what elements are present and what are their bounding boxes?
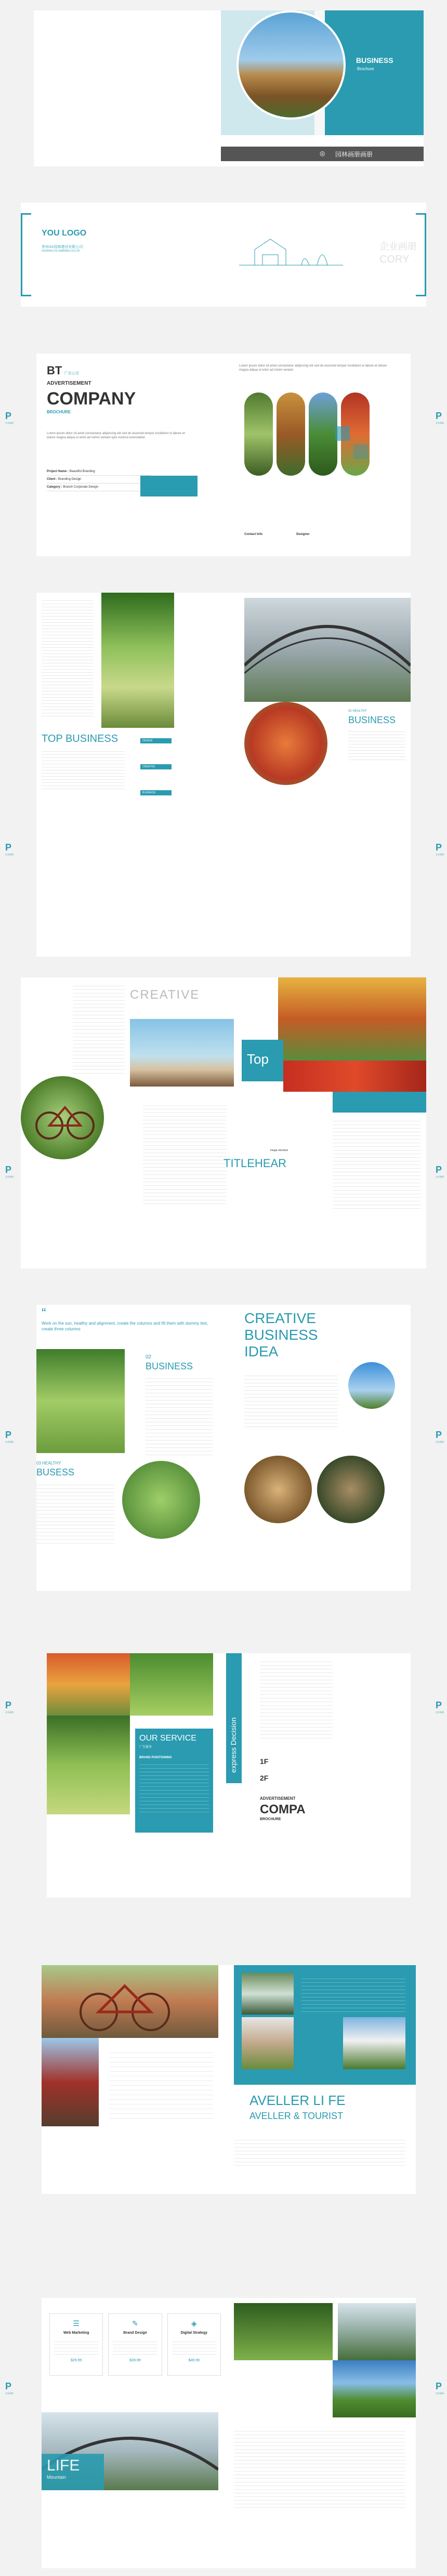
service-body bbox=[139, 1761, 209, 1813]
side-tab-left bbox=[5, 842, 19, 856]
side-tab-p: P bbox=[5, 1165, 12, 1175]
side-tab-p: P bbox=[436, 1165, 442, 1175]
service-teal-box bbox=[135, 1729, 213, 1833]
healthy-text bbox=[348, 729, 405, 760]
intro-right-text: Lorem ipsum dolor sit amet consectetur adipiscing elit sed do eiusmod tempor incididunt ut labore et dolore magna aliqua ut enim ad minim veniam bbox=[239, 364, 387, 372]
aveller-title-2: AVELLER & TOURIST bbox=[249, 2111, 344, 2121]
spread-aveller bbox=[0, 1965, 447, 2194]
card-title: Brand Design bbox=[123, 2331, 147, 2335]
top-business-page bbox=[36, 593, 411, 957]
castle-circle-photo-1 bbox=[244, 1456, 312, 1523]
intro-bt-cn: 广告公司 bbox=[64, 372, 79, 375]
side-tab-text: 企业画册 bbox=[436, 2392, 444, 2395]
bridge-arch bbox=[244, 598, 411, 702]
house-photo bbox=[343, 2017, 405, 2069]
aveller-title-1: AVELLER LI FE bbox=[249, 2093, 346, 2108]
quote-text: Work on the sun, healthy and alignment, create the columns and fill them with dummy text, create three columns bbox=[42, 1321, 208, 1332]
side-tab-left bbox=[5, 1700, 19, 1714]
side-tab-p: P bbox=[5, 1430, 12, 1440]
pagoda-photo bbox=[42, 2038, 99, 2126]
top-business-text bbox=[42, 598, 94, 717]
intro-row-value: Beautiful Branding bbox=[69, 470, 95, 473]
titlehear-title: TITLEHEAR bbox=[224, 1157, 287, 1170]
side-tab-right bbox=[436, 411, 447, 425]
service-brochure: BROCHURE bbox=[260, 1817, 281, 1821]
healthy-label: 02 HEALTHY bbox=[348, 710, 367, 713]
creative-title: CREATIVE bbox=[130, 988, 200, 1002]
waterfall-photo bbox=[242, 1973, 294, 2015]
express-bar bbox=[226, 1653, 242, 1783]
side-tab-left bbox=[5, 411, 19, 425]
side-tab-text: 企业画册 bbox=[436, 1711, 444, 1714]
castle-circle-photo-2 bbox=[317, 1456, 385, 1523]
side-tab-left bbox=[5, 2381, 19, 2395]
intro-row bbox=[47, 476, 151, 483]
intro-pill-2 bbox=[277, 393, 305, 476]
intro-row bbox=[47, 468, 151, 476]
intro-body: Lorem ipsum dolor sit amet consectetur adipiscing elit sed do eiusmod tempor incididunt ut labore et dolore magna aliqua ut enim ad minim veniam quis nostrud exercitation bbox=[47, 432, 185, 440]
avenue-photo-left bbox=[36, 1349, 125, 1453]
healthy-business-title: BUSINESS bbox=[348, 715, 396, 725]
two-f: 2F bbox=[260, 1774, 269, 1782]
spread-top-business bbox=[0, 593, 447, 957]
busess-text bbox=[36, 1482, 114, 1544]
intro-square-1 bbox=[335, 426, 350, 441]
card-lines bbox=[54, 2339, 98, 2355]
logo-bracket bbox=[21, 213, 31, 296]
spread-service bbox=[0, 1653, 447, 1898]
cover-brochure-label: Brochure bbox=[357, 67, 374, 71]
side-tab-p: P bbox=[5, 1700, 12, 1710]
side-tab-p: P bbox=[5, 411, 12, 421]
side-tab-p: P bbox=[5, 2381, 12, 2391]
forest-path-photo bbox=[101, 593, 174, 728]
intro-rows bbox=[47, 468, 151, 491]
card-icon: ◈ bbox=[191, 2319, 197, 2327]
pricing-card bbox=[108, 2313, 162, 2376]
autumn-park-photo bbox=[47, 1653, 130, 1716]
bicycle-shape bbox=[21, 1076, 104, 1159]
service-advertisement: ADVERTISEMENT bbox=[260, 1796, 296, 1801]
side-tab-right bbox=[436, 2381, 447, 2395]
biz2-text bbox=[146, 1375, 213, 1458]
intro-brochure: BROCHURE bbox=[47, 410, 71, 414]
spread-intro bbox=[0, 354, 447, 556]
spread-business-idea bbox=[0, 1305, 447, 1591]
intro-row-value: Branch Corporate Design bbox=[63, 486, 99, 489]
cover-temple-photo bbox=[236, 10, 346, 120]
side-tab-left bbox=[5, 1165, 19, 1179]
bicycle-shape-2 bbox=[42, 1965, 218, 2038]
side-tab-right bbox=[436, 1430, 447, 1444]
intro-pill-3 bbox=[309, 393, 337, 476]
quote-icon: “ bbox=[42, 1305, 46, 1320]
creative-page bbox=[21, 977, 426, 1269]
aveller-bottom-text bbox=[234, 2137, 405, 2168]
side-tab-right bbox=[436, 1165, 447, 1179]
cover-cn-bar bbox=[221, 147, 424, 161]
intro-square-2 bbox=[353, 444, 368, 459]
card-lines bbox=[113, 2339, 157, 2355]
aveller-page bbox=[42, 1965, 416, 2194]
business-idea-page bbox=[36, 1305, 411, 1591]
aveller-icons bbox=[109, 2048, 213, 2121]
side-tab-text: 企业画册 bbox=[5, 2392, 14, 2395]
top-business-title: TOP BUSINESS bbox=[42, 733, 119, 744]
busess-title: BUSESS bbox=[36, 1467, 75, 1477]
tag-business: BUSINESS bbox=[140, 790, 172, 795]
card-lines bbox=[172, 2339, 216, 2355]
forest-right-photo-2 bbox=[338, 2303, 416, 2360]
intro-bt bbox=[47, 364, 79, 377]
life-teal-box bbox=[42, 2454, 104, 2490]
top-label: Top bbox=[247, 1051, 269, 1067]
mountain-label: Mountain bbox=[47, 2475, 67, 2480]
cover-business-label: BUSINESS bbox=[356, 56, 393, 64]
biz2-num: 02 bbox=[146, 1354, 152, 1360]
spread-life bbox=[0, 2298, 447, 2568]
bicycle-photo bbox=[42, 1965, 218, 2038]
logo-line-illustration bbox=[239, 234, 343, 270]
side-tab-p: P bbox=[436, 2381, 442, 2391]
spread-creative bbox=[0, 977, 447, 1269]
card-price: $39.99 bbox=[129, 2359, 141, 2362]
intro-row bbox=[47, 483, 151, 491]
red-leaves-photo bbox=[283, 1061, 426, 1092]
top-business-tags bbox=[140, 738, 198, 795]
avenue-photo bbox=[47, 1716, 130, 1814]
logo-back-en: CORY bbox=[379, 254, 410, 265]
aveller-teal-panel bbox=[234, 1965, 416, 2085]
service-compa: COMPA bbox=[260, 1802, 306, 1816]
cover-cn-title: 园林画册画册 bbox=[335, 151, 373, 158]
card-title: Web Marketing bbox=[63, 2331, 89, 2335]
intro-row-value: Branding Design bbox=[58, 478, 82, 481]
top-right-teal-bar bbox=[333, 1092, 426, 1113]
intro-advertisement: ADVERTISEMENT bbox=[47, 381, 91, 386]
intro-contact-a: Contact Info bbox=[244, 533, 262, 536]
logo-text: YOU LOGO bbox=[42, 229, 87, 238]
side-tab-p: P bbox=[5, 842, 12, 853]
service-page bbox=[47, 1653, 411, 1898]
logo-sub2: GUIZHOU XX GARDEN CO.LTD bbox=[42, 250, 80, 253]
card-price: $29.99 bbox=[70, 2359, 82, 2362]
small-title: image structure bbox=[270, 1149, 288, 1152]
life-bridge-photo bbox=[42, 2412, 218, 2490]
garden-circle-photo bbox=[122, 1461, 200, 1539]
service-cn: 广告服务 bbox=[139, 1746, 152, 1749]
church-photo bbox=[242, 2017, 294, 2069]
busess-num: 03 HEALTHY bbox=[36, 1461, 61, 1466]
intro-row-label: Client : bbox=[47, 478, 58, 481]
forest-right-photo-1 bbox=[234, 2303, 333, 2360]
cover-page bbox=[34, 10, 424, 166]
creative-idea-line2: BUSINESS bbox=[244, 1327, 318, 1343]
sky-circle-photo bbox=[348, 1362, 395, 1409]
one-f: 1F bbox=[260, 1757, 269, 1766]
side-tab-p: P bbox=[436, 1430, 442, 1440]
service-right-text bbox=[260, 1658, 333, 1742]
logo-back-cn: 企业画册 bbox=[379, 241, 417, 252]
intro-page bbox=[36, 354, 411, 556]
side-tab-right bbox=[436, 1700, 447, 1714]
creative-text-col bbox=[73, 983, 125, 1076]
cover-icon: ◎ bbox=[320, 150, 325, 157]
life-right-text bbox=[234, 2428, 405, 2511]
our-service-title: OUR SERVICE bbox=[139, 1734, 196, 1743]
pricing-cards bbox=[49, 2313, 221, 2376]
iron-bridge-photo bbox=[244, 598, 411, 702]
card-title: Digital Strategy bbox=[180, 2331, 207, 2335]
life-title: LIFE bbox=[47, 2457, 80, 2474]
beach-photo bbox=[130, 1019, 234, 1087]
aveller-panel-text bbox=[301, 1976, 405, 2012]
creative-idea-line1: CREATIVE bbox=[244, 1310, 316, 1326]
field-photo bbox=[333, 2360, 416, 2417]
card-price: $49.99 bbox=[188, 2359, 200, 2362]
side-tab-text: 企业画册 bbox=[436, 1441, 444, 1443]
idea-text bbox=[244, 1372, 338, 1430]
intro-row-label: Category : bbox=[47, 486, 62, 489]
life-page bbox=[42, 2298, 416, 2568]
top-teal-box bbox=[242, 1040, 283, 1081]
intro-pill-1 bbox=[244, 393, 273, 476]
side-tab-text: 企业画册 bbox=[5, 853, 14, 856]
card-icon: ✎ bbox=[132, 2319, 138, 2327]
top-business-desc bbox=[42, 749, 125, 790]
green-tree-photo bbox=[130, 1653, 213, 1716]
spread-logo bbox=[0, 203, 447, 312]
intro-company: COMPANY bbox=[47, 389, 136, 409]
pricing-card bbox=[49, 2313, 103, 2376]
logo-page bbox=[21, 203, 426, 307]
spread-cover bbox=[0, 10, 447, 166]
side-tab-p: P bbox=[436, 842, 442, 853]
side-tab-text: 企业画册 bbox=[5, 422, 14, 424]
autumn-tree-photo bbox=[278, 977, 426, 1061]
side-tab-text: 企业画册 bbox=[436, 853, 444, 856]
cover-right bbox=[221, 10, 424, 158]
intro-contact-b: Designer bbox=[296, 533, 310, 536]
tag-creative: CREATIVE bbox=[140, 764, 172, 769]
side-tab-text: 企业画册 bbox=[5, 1175, 14, 1178]
side-tab-left bbox=[5, 1430, 19, 1444]
creative-text-2 bbox=[143, 1102, 226, 1206]
logo-sub: 贵州XX园林建设有限公司 bbox=[42, 245, 83, 249]
bicycle-circle-photo bbox=[21, 1076, 104, 1159]
logo-bracket-right bbox=[416, 213, 426, 296]
pricing-card bbox=[167, 2313, 221, 2376]
side-tab-text: 企业画册 bbox=[5, 1711, 14, 1714]
creative-idea-line3: IDEA bbox=[244, 1343, 279, 1359]
side-tab-text: 企业画册 bbox=[436, 1175, 444, 1178]
brand-positioning: BRAND POSITIONING bbox=[139, 1756, 172, 1759]
tag-design: DESIGN bbox=[140, 738, 172, 743]
biz2-title: BUSINESS bbox=[146, 1361, 193, 1371]
side-tab-text: 企业画册 bbox=[436, 422, 444, 424]
express-text: express Decision bbox=[229, 1717, 238, 1773]
autumn-circle-photo bbox=[244, 702, 327, 785]
side-tab-right bbox=[436, 842, 447, 856]
side-tab-p: P bbox=[436, 1700, 442, 1710]
side-tab-text: 企业画册 bbox=[5, 1441, 14, 1443]
side-tab-p: P bbox=[436, 411, 442, 421]
intro-bt-text: BT bbox=[47, 364, 62, 377]
intro-row-label: Project Name : bbox=[47, 470, 69, 473]
intro-teal-block bbox=[140, 476, 198, 496]
card-icon: ☰ bbox=[73, 2319, 80, 2327]
top-right-text bbox=[333, 1118, 421, 1211]
